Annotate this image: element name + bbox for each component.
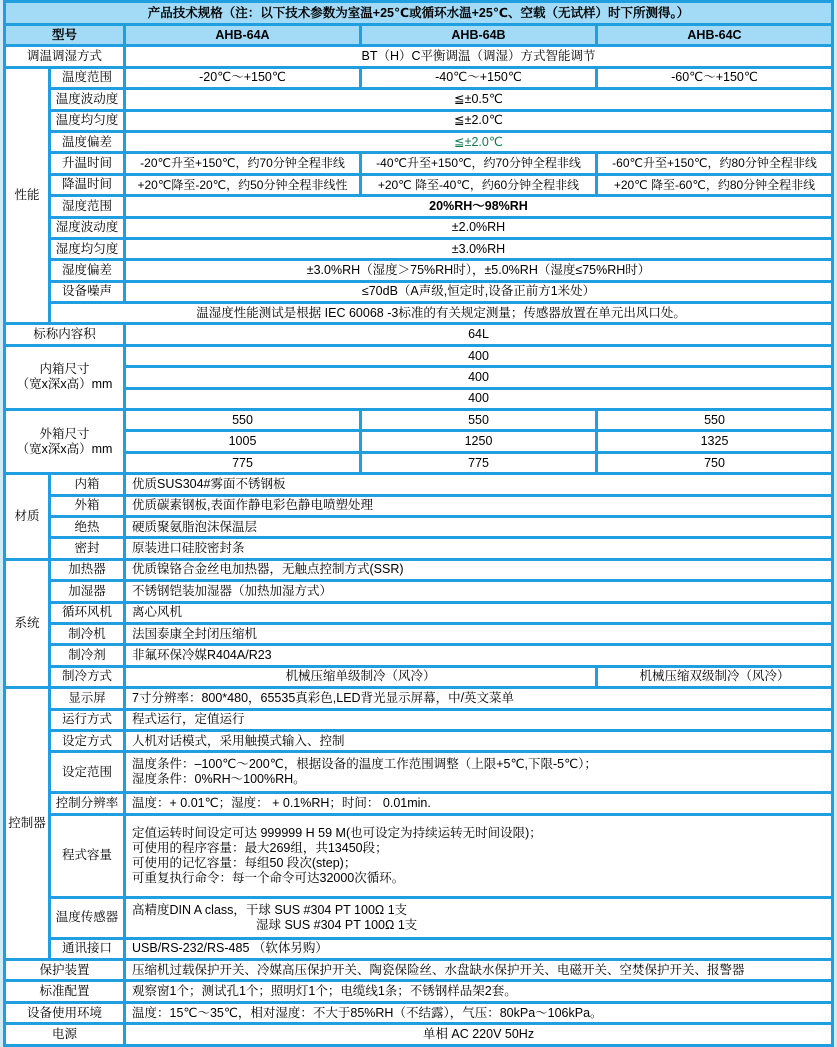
material-item-value: 硬质聚氨脂泡沫保温层: [126, 518, 831, 536]
temp-range-label: 温度范围: [51, 69, 123, 87]
cool-time-a: +20℃降至-20℃，约50分钟全程非线性: [126, 176, 359, 194]
system-item-value: 非氟环保冷媒R404A/R23: [126, 646, 831, 664]
resolution-value: 温度：+ 0.01℃；湿度： + 0.1%RH；时间： 0.01min.: [126, 794, 831, 812]
system-item-label: 循环风机: [51, 604, 123, 622]
outer-size-label-line1: 外箱尺寸: [39, 426, 90, 441]
outer-size-h-a: 775: [126, 454, 359, 472]
material-row: [6, 497, 831, 515]
temp-dev-row: [6, 133, 831, 151]
outer-size-row: [6, 411, 831, 429]
hum-fluct-row: [6, 219, 831, 237]
set-range-value: [126, 753, 831, 791]
cool-time-row: [6, 176, 831, 194]
power-label: 电源: [6, 1025, 123, 1043]
volume-value: 64L: [126, 325, 831, 343]
material-item-label: 内箱: [51, 475, 123, 493]
outer-size-d-b: 1250: [362, 432, 595, 450]
cooling-mode-row: [6, 668, 831, 686]
hum-unif-value: ±3.0%RH: [126, 240, 831, 258]
material-item-value: 优质碳素钢板,表面作静电彩色静电喷塑处理: [126, 497, 831, 515]
comm-row: [6, 940, 831, 958]
hum-unif-label: 湿度均匀度: [51, 240, 123, 258]
standard-config-label: 标准配置: [6, 982, 123, 1000]
temp-range-row: [6, 69, 831, 87]
power-row: [6, 1025, 831, 1043]
system-item-label: 加热器: [51, 561, 123, 579]
hum-dev-value: ±3.0%RH（湿度＞75%RH时），±5.0%RH（湿度≤75%RH时）: [126, 261, 831, 279]
system-row: [6, 625, 831, 643]
performance-group-label: 性能: [6, 69, 48, 323]
heat-time-a: -20℃升至+150℃，约70分钟全程非线: [126, 154, 359, 172]
system-item-value: 法国泰康全封闭压缩机: [126, 625, 831, 643]
temp-sensor-line1: 高精度DIN A class，干球 SUS #304 PT 100Ω 1支: [132, 902, 408, 917]
program-line: 可重复执行命令：每一个命令可达32000次循环。: [132, 870, 405, 885]
temp-unif-value: ≦±2.0℃: [126, 112, 831, 130]
temp-unif-row: [6, 112, 831, 130]
material-item-value: 原装进口硅胶密封条: [126, 539, 831, 557]
performance-note: 温湿度性能测试是根据 IEC 60068 -3标准的有关规定测量；传感器放置在单元出风口处。: [51, 304, 831, 322]
set-mode-row: [6, 732, 831, 750]
run-mode-row: [6, 711, 831, 729]
temp-dev-label: 温度偏差: [51, 133, 123, 151]
inner-size-d: 400: [126, 368, 831, 386]
temp-fluct-value: ≦±0.5℃: [126, 90, 831, 108]
outer-size-h-c: 750: [598, 454, 831, 472]
temp-sensor-label: 温度传感器: [51, 899, 123, 937]
outer-size-d-a: 1005: [126, 432, 359, 450]
environment-label: 设备使用环境: [6, 1004, 123, 1022]
outer-size-w-b: 550: [362, 411, 595, 429]
protection-row: [6, 961, 831, 979]
temp-sensor-line2: 湿球 SUS #304 PT 100Ω 1支: [256, 917, 418, 932]
protection-label: 保护装置: [6, 961, 123, 979]
system-row: [6, 604, 831, 622]
inner-size-h: 400: [126, 390, 831, 408]
cooling-mode-c: 机械压缩双级制冷（风冷）: [598, 668, 831, 686]
set-range-row: [6, 753, 831, 791]
inner-size-row: [6, 368, 831, 386]
temp-range-a: -20℃～+150℃: [126, 69, 359, 87]
temp-fluct-label: 温度波动度: [51, 90, 123, 108]
method-row: [6, 47, 831, 65]
set-mode-label: 设定方式: [51, 732, 123, 750]
system-item-label: 制冷机: [51, 625, 123, 643]
temp-sensor-row: [6, 899, 831, 937]
hum-range-label: 湿度范围: [51, 197, 123, 215]
material-item-value: 优质SUS304#雾面不锈钢板: [126, 475, 831, 493]
noise-row: [6, 283, 831, 301]
heat-time-c: -60℃升至+150℃，约80分钟全程非线: [598, 154, 831, 172]
temp-sensor-value: [126, 899, 831, 937]
inner-size-row: [6, 347, 831, 365]
program-capacity-value: [126, 816, 831, 896]
hum-unif-row: [6, 240, 831, 258]
material-item-label: 密封: [51, 539, 123, 557]
temp-fluct-row: [6, 90, 831, 108]
system-item-label: 加湿器: [51, 582, 123, 600]
spec-table: [3, 0, 834, 1047]
inner-size-label: [6, 347, 123, 408]
comm-label: 通讯接口: [51, 940, 123, 958]
noise-label: 设备噪声: [51, 283, 123, 301]
cool-time-label: 降温时间: [51, 176, 123, 194]
outer-size-w-c: 550: [598, 411, 831, 429]
model-c: AHB-64C: [598, 26, 831, 44]
system-group-label: 系统: [6, 561, 48, 686]
outer-size-label-line2: （宽x深x高）mm: [16, 441, 113, 456]
outer-size-h-b: 775: [362, 454, 595, 472]
system-row: [6, 561, 831, 579]
program-capacity-label: 程式容量: [51, 816, 123, 896]
inner-size-label-line1: 内箱尺寸: [39, 362, 90, 377]
run-mode-value: 程式运行，定值运行: [126, 711, 831, 729]
cooling-mode-label: 制冷方式: [51, 668, 123, 686]
system-row: [6, 646, 831, 664]
noise-value: ≤70dB（A声级,恒定时,设备正前方1米处）: [126, 283, 831, 301]
performance-note-row: [6, 304, 831, 322]
system-item-value: 离心风机: [126, 604, 831, 622]
hum-fluct-value: ±2.0%RH: [126, 219, 831, 237]
environment-value: 温度：15℃～35℃，相对湿度：不大于85%RH（不结露），气压：80kPa～106kPa。: [126, 1004, 831, 1022]
spec-title: 产品技术规格（注：以下技术参数为室温+25℃或循环水温+25℃、空载（无试样）时下所测得。）: [6, 3, 831, 23]
material-group-label: 材质: [6, 475, 48, 558]
method-value: BT（H）C平衡调温（调湿）方式智能调节: [126, 47, 831, 65]
standard-config-value: 观察窗1个；测试孔1个；照明灯1个；电缆线1条；不锈钢样品架2套。: [126, 982, 831, 1000]
standard-config-row: [6, 982, 831, 1000]
heat-time-label: 升温时间: [51, 154, 123, 172]
method-label: 调温调湿方式: [6, 47, 123, 65]
model-row: [6, 26, 831, 44]
resolution-row: [6, 794, 831, 812]
display-value: 7寸分辨率：800*480，65535真彩色,LED背光显示屏幕，中/英文菜单: [126, 689, 831, 707]
system-item-value: 优质镍铬合金丝电加热器，无触点控制方式(SSR): [126, 561, 831, 579]
controller-group-label: 控制器: [6, 689, 48, 958]
hum-fluct-label: 湿度波动度: [51, 219, 123, 237]
run-mode-label: 运行方式: [51, 711, 123, 729]
hum-dev-label: 湿度偏差: [51, 261, 123, 279]
outer-size-w-a: 550: [126, 411, 359, 429]
inner-size-w: 400: [126, 347, 831, 365]
volume-row: [6, 325, 831, 343]
power-value: 单相 AC 220V 50Hz: [126, 1025, 831, 1043]
hum-dev-row: [6, 261, 831, 279]
model-label: 型号: [6, 26, 123, 44]
heat-time-row: [6, 154, 831, 172]
cool-time-b: +20℃ 降至-40℃，约60分钟全程非线: [362, 176, 595, 194]
inner-size-row: [6, 390, 831, 408]
set-range-line2: 湿度条件：0%RH～100%RH。: [132, 772, 306, 787]
material-row: [6, 475, 831, 493]
program-capacity-row: [6, 816, 831, 896]
volume-label: 标称内容积: [6, 325, 123, 343]
material-item-label: 绝热: [51, 518, 123, 536]
program-line: 可使用的记忆容量：每组50 段次(step)；: [132, 855, 357, 870]
hum-range-row: [6, 197, 831, 215]
cool-time-c: +20℃ 降至-60℃，约80分钟全程非线: [598, 176, 831, 194]
temp-range-c: -60℃～+150℃: [598, 69, 831, 87]
model-a: AHB-64A: [126, 26, 359, 44]
program-line: 定值运转时间设定可达 999999 H 59 M(也可设定为持续运转无时间设限)；: [132, 825, 542, 840]
system-item-value: 不锈钢铠装加湿器（加热加湿方式）: [126, 582, 831, 600]
environment-row: [6, 1004, 831, 1022]
model-b: AHB-64B: [362, 26, 595, 44]
system-row: [6, 582, 831, 600]
inner-size-label-line2: （宽x深x高）mm: [16, 377, 113, 392]
comm-value: USB/RS-232/RS-485 （软体另购）: [126, 940, 831, 958]
material-item-label: 外箱: [51, 497, 123, 515]
protection-value: 压缩机过载保护开关、冷媒高压保护开关、陶瓷保险丝、水盘缺水保护开关、电磁开关、空焚保护开关、报警器: [126, 961, 831, 979]
outer-size-d-c: 1325: [598, 432, 831, 450]
set-range-line1: 温度条件：–100℃～200℃，根据设备的温度工作范围调整（上限+5℃,下限-5℃）；: [132, 757, 597, 772]
temp-unif-label: 温度均匀度: [51, 112, 123, 130]
heat-time-b: -40℃升至+150℃，约70分钟全程非线: [362, 154, 595, 172]
program-line: 可使用的程序容量：最大269组，共13450段；: [132, 840, 388, 855]
system-item-label: 制冷剂: [51, 646, 123, 664]
display-row: [6, 689, 831, 707]
set-range-label: 设定范围: [51, 753, 123, 791]
cooling-mode-ab: 机械压缩单级制冷（风冷）: [126, 668, 595, 686]
display-label: 显示屏: [51, 689, 123, 707]
material-row: [6, 539, 831, 557]
outer-size-row: [6, 454, 831, 472]
set-mode-value: 人机对话模式，采用触摸式输入、控制: [126, 732, 831, 750]
temp-range-b: -40℃～+150℃: [362, 69, 595, 87]
outer-size-row: [6, 432, 831, 450]
temp-dev-value: ≦±2.0℃: [126, 133, 831, 151]
outer-size-label: [6, 411, 123, 472]
hum-range-value: 20%RH～98%RH: [126, 197, 831, 215]
material-row: [6, 518, 831, 536]
resolution-label: 控制分辨率: [51, 794, 123, 812]
